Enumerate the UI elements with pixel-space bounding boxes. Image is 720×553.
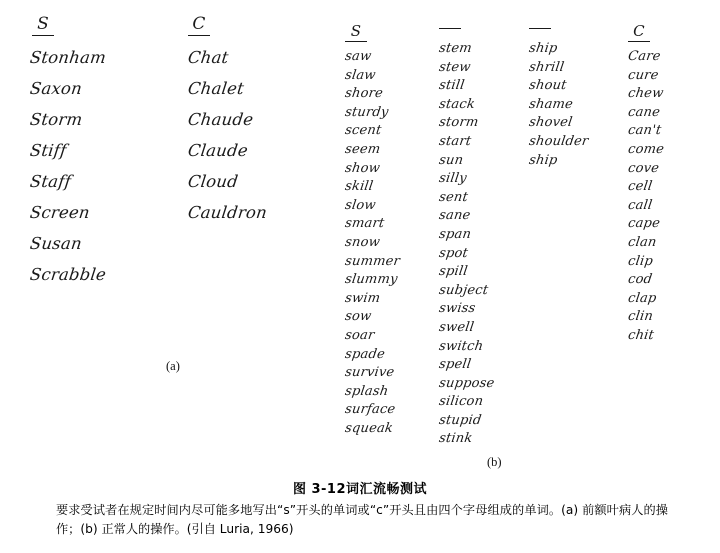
list-item: Chalet bbox=[186, 79, 246, 98]
list-item: silly bbox=[438, 171, 468, 187]
list-item: stack bbox=[438, 96, 476, 112]
list-item: Staff bbox=[28, 172, 73, 191]
list-item: Cloud bbox=[186, 172, 240, 191]
list-item: spot bbox=[438, 245, 470, 261]
list-item: Saxon bbox=[28, 79, 84, 98]
list-item: Susan bbox=[28, 234, 84, 253]
list-item: snow bbox=[344, 234, 381, 250]
panel-a bbox=[18, 14, 318, 409]
list-item: can't bbox=[627, 123, 663, 139]
list-item: slow bbox=[344, 197, 377, 213]
list-item: chit bbox=[627, 327, 656, 343]
column-header-blank-1 bbox=[439, 27, 461, 29]
panel-b-column-3 bbox=[529, 22, 588, 170]
list-item: skill bbox=[344, 179, 375, 195]
list-item: still bbox=[438, 78, 466, 94]
figure-caption-title bbox=[0, 478, 720, 498]
panel-a-label: (a) bbox=[166, 359, 180, 373]
panel-b-column-2 bbox=[439, 22, 494, 449]
list-item: call bbox=[627, 197, 654, 213]
list-item: surface bbox=[344, 402, 397, 418]
list-item: shovel bbox=[528, 115, 574, 131]
figure-number: 图 3-12 bbox=[292, 482, 347, 497]
list-item: cure bbox=[627, 67, 660, 83]
list-item: saw bbox=[344, 49, 373, 64]
list-item: sturdy bbox=[344, 104, 390, 120]
list-item: cane bbox=[627, 104, 662, 120]
list-item: Claude bbox=[186, 141, 250, 160]
list-item: shrill bbox=[528, 59, 566, 75]
column-header-s: S bbox=[32, 14, 54, 36]
list-item: Cauldron bbox=[186, 203, 269, 222]
list-item: stink bbox=[438, 431, 474, 447]
panel-a-column-c bbox=[188, 14, 267, 228]
panel-a-word-list-s bbox=[30, 42, 106, 290]
list-item: splash bbox=[344, 383, 390, 399]
list-item: survive bbox=[344, 365, 396, 381]
list-item: cod bbox=[627, 272, 654, 288]
column-header-c: C bbox=[628, 22, 650, 42]
list-item: Stiff bbox=[28, 141, 68, 160]
list-item: swim bbox=[344, 290, 382, 306]
list-item: clap bbox=[627, 290, 658, 306]
list-item: switch bbox=[438, 338, 485, 354]
list-item: squeak bbox=[344, 420, 395, 436]
list-item: show bbox=[344, 160, 381, 176]
column-header-c: C bbox=[188, 14, 210, 36]
list-item: ship bbox=[528, 152, 559, 168]
panel-b bbox=[345, 22, 707, 457]
list-item: Stonham bbox=[28, 48, 108, 67]
list-item: stem bbox=[438, 41, 473, 56]
list-item: clan bbox=[627, 234, 658, 250]
panel-a-word-list-c bbox=[188, 42, 267, 228]
list-item: soar bbox=[344, 327, 376, 343]
list-item: spade bbox=[344, 346, 386, 362]
panel-b-word-list-2 bbox=[439, 40, 494, 449]
list-item: cell bbox=[627, 179, 654, 195]
list-item: shame bbox=[528, 96, 574, 112]
list-item: cape bbox=[627, 216, 662, 232]
list-item: ship bbox=[528, 41, 559, 56]
list-item: suppose bbox=[438, 375, 496, 391]
list-item: seem bbox=[344, 141, 382, 157]
list-item: slummy bbox=[344, 272, 399, 288]
list-item: clip bbox=[627, 253, 654, 269]
list-item: stupid bbox=[438, 412, 483, 428]
list-item: silicon bbox=[438, 394, 485, 410]
list-item: spell bbox=[438, 357, 473, 373]
list-item: Care bbox=[627, 49, 662, 64]
panel-b-word-list-1 bbox=[345, 48, 400, 438]
list-item: shore bbox=[344, 86, 384, 102]
list-item: shoulder bbox=[528, 133, 590, 149]
panel-a-column-s bbox=[30, 14, 106, 290]
list-item: start bbox=[438, 133, 473, 149]
figure-caption-text: 要求受试者在规定时间内尽可能多地写出“s”开头的单词或“c”开头且由四个字母组成的单词。(a) 前额叶病人的操作；(b) 正常人的操作。(引自 Luria, 1966) bbox=[56, 503, 668, 536]
list-item: span bbox=[438, 226, 473, 242]
list-item: shout bbox=[528, 78, 568, 94]
list-item: Chat bbox=[186, 48, 230, 67]
list-item: spill bbox=[438, 264, 469, 280]
list-item: Storm bbox=[28, 110, 84, 129]
list-item: sow bbox=[344, 309, 373, 325]
list-item: come bbox=[627, 141, 666, 157]
list-item: chew bbox=[627, 86, 665, 102]
column-header-blank-2 bbox=[529, 27, 551, 29]
list-item: sent bbox=[438, 189, 469, 205]
panel-b-word-list-4 bbox=[628, 48, 664, 346]
list-item: scent bbox=[344, 123, 383, 139]
list-item: swell bbox=[438, 319, 475, 335]
list-item: clin bbox=[627, 309, 654, 325]
figure-title: 词汇流畅测试 bbox=[346, 482, 428, 497]
list-item: slaw bbox=[344, 67, 377, 83]
panel-b-label: (b) bbox=[487, 455, 502, 469]
panel-b-column-4 bbox=[628, 22, 664, 346]
list-item: storm bbox=[438, 115, 480, 131]
list-item: sun bbox=[438, 152, 465, 168]
list-item: Screen bbox=[28, 203, 91, 222]
list-item: Scrabble bbox=[28, 265, 108, 284]
list-item: stew bbox=[438, 59, 472, 75]
list-item: Chaude bbox=[186, 110, 255, 129]
panel-b-column-1 bbox=[345, 22, 400, 438]
list-item: summer bbox=[344, 253, 401, 269]
list-item: sane bbox=[438, 208, 472, 224]
list-item: subject bbox=[438, 282, 490, 298]
list-item: smart bbox=[344, 216, 386, 232]
list-item: cove bbox=[627, 160, 661, 176]
column-header-s: S bbox=[345, 22, 367, 42]
list-item: swiss bbox=[438, 301, 477, 317]
panel-b-word-list-3 bbox=[529, 40, 588, 170]
